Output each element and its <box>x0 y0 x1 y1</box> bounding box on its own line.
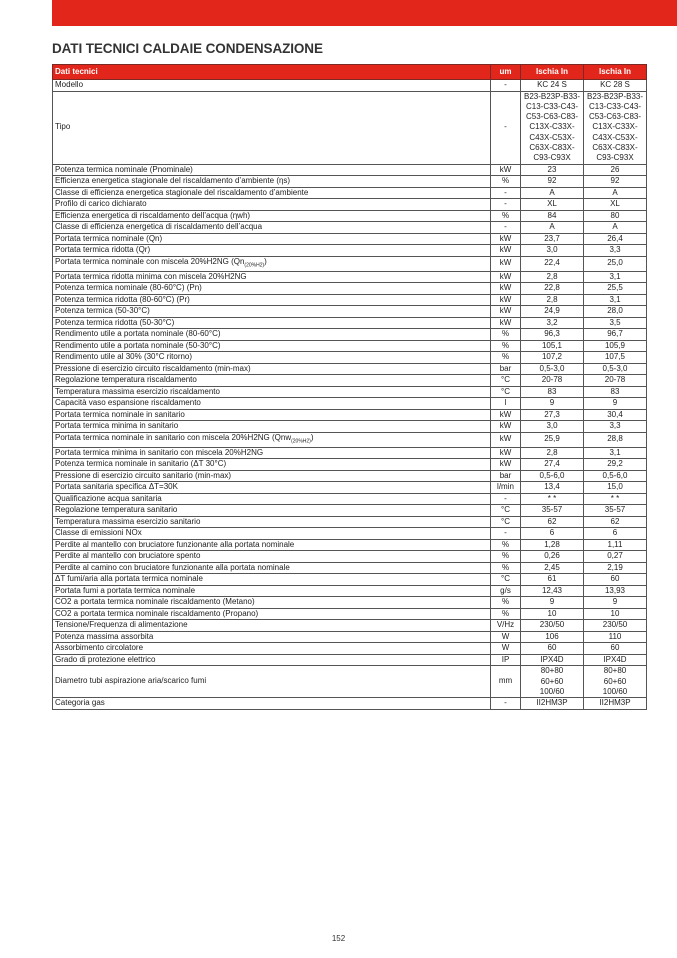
table-row <box>53 306 647 318</box>
row-label-subscript: (20%H2) <box>291 438 311 445</box>
table-row <box>53 551 647 563</box>
table-row <box>53 91 647 164</box>
table-row <box>53 643 647 655</box>
row-label: Regolazione temperatura sanitario <box>53 505 491 517</box>
row-label <box>53 256 491 271</box>
row-value-model-1: 27,3 <box>521 409 584 421</box>
row-label: Perdite al mantello con bruciatore spento <box>53 551 491 563</box>
row-value-model-1: 0,5-3,0 <box>521 363 584 375</box>
row-unit: bar <box>491 363 521 375</box>
row-value-model-1: 80+80 60+60 100/60 <box>521 666 584 698</box>
row-unit: °C <box>491 516 521 528</box>
table-row <box>53 516 647 528</box>
row-value-model-2: XL <box>584 199 647 211</box>
row-unit: % <box>491 551 521 563</box>
row-unit: mm <box>491 666 521 698</box>
table-row <box>53 363 647 375</box>
table-row <box>53 608 647 620</box>
row-unit: - <box>491 698 521 710</box>
row-label: Efficienza energetica stagionale del riscaldamento d’ambiente (ηs) <box>53 176 491 188</box>
table-row <box>53 233 647 245</box>
table-row <box>53 528 647 540</box>
row-value-model-2: KC 28 S <box>584 80 647 92</box>
row-value-model-1: 24,9 <box>521 306 584 318</box>
table-row <box>53 470 647 482</box>
row-label: Potenza termica ridotta (80-60°C) (Pr) <box>53 294 491 306</box>
row-value-model-2: 230/50 <box>584 620 647 632</box>
row-label: Portata termica ridotta minima con miscela 20%H2NG <box>53 271 491 283</box>
row-label: Pressione di esercizio circuito riscaldamento (min-max) <box>53 363 491 375</box>
row-label-subscript: (20%H2) <box>244 262 265 269</box>
row-unit: °C <box>491 386 521 398</box>
row-label: Classe di emissioni NOx <box>53 528 491 540</box>
row-label: Diametro tubi aspirazione aria/scarico fumi <box>53 666 491 698</box>
row-value-model-1: 60 <box>521 643 584 655</box>
row-unit: - <box>491 199 521 211</box>
table-row <box>53 352 647 364</box>
row-value-model-1: 6 <box>521 528 584 540</box>
table-row <box>53 329 647 341</box>
row-unit: kW <box>491 256 521 271</box>
row-value-model-2: 80 <box>584 210 647 222</box>
table-row <box>53 222 647 234</box>
row-value-model-1: 22,4 <box>521 256 584 271</box>
table-row <box>53 698 647 710</box>
table-row <box>53 283 647 295</box>
row-label: Grado di protezione elettrico <box>53 654 491 666</box>
table-row <box>53 493 647 505</box>
row-label: Potenza termica nominale (Pnominale) <box>53 164 491 176</box>
row-unit: - <box>491 80 521 92</box>
row-value-model-2: 1,11 <box>584 539 647 551</box>
row-value-model-1: XL <box>521 199 584 211</box>
row-value-model-1: 61 <box>521 574 584 586</box>
row-unit: l/min <box>491 482 521 494</box>
row-value-model-2: 25,0 <box>584 256 647 271</box>
row-unit: kW <box>491 271 521 283</box>
row-value-model-2: 110 <box>584 631 647 643</box>
row-label: Temperatura massima esercizio sanitario <box>53 516 491 528</box>
row-value-model-2: 3,3 <box>584 245 647 257</box>
row-value-model-1: 2,8 <box>521 447 584 459</box>
row-label-end: ) <box>310 432 314 442</box>
row-label: Efficienza energetica di riscaldamento dell’acqua (ηwh) <box>53 210 491 222</box>
table-row <box>53 654 647 666</box>
row-value-model-2: 28,0 <box>584 306 647 318</box>
row-value-model-2: 2,19 <box>584 562 647 574</box>
table-row <box>53 256 647 271</box>
row-value-model-2: IPX4D <box>584 654 647 666</box>
table-row <box>53 187 647 199</box>
row-value-model-2: 0,5-3,0 <box>584 363 647 375</box>
row-value-model-1: 9 <box>521 597 584 609</box>
row-unit: bar <box>491 470 521 482</box>
row-unit: W <box>491 643 521 655</box>
row-unit: kW <box>491 233 521 245</box>
row-value-model-2: 83 <box>584 386 647 398</box>
row-value-model-2: II2HM3P <box>584 698 647 710</box>
table-row <box>53 585 647 597</box>
table-row <box>53 80 647 92</box>
row-value-model-1: 3,0 <box>521 421 584 433</box>
row-label: Tensione/Frequenza di alimentazione <box>53 620 491 632</box>
row-label: Portata termica minima in sanitario con miscela 20%H2NG <box>53 447 491 459</box>
row-value-model-2: 96,7 <box>584 329 647 341</box>
row-value-model-2: 80+80 60+60 100/60 <box>584 666 647 698</box>
row-value-model-1: KC 24 S <box>521 80 584 92</box>
row-value-model-2: 0,27 <box>584 551 647 563</box>
row-value-model-2: 15,0 <box>584 482 647 494</box>
row-value-model-2: 9 <box>584 398 647 410</box>
row-label: Pressione di esercizio circuito sanitario (min-max) <box>53 470 491 482</box>
row-unit: % <box>491 340 521 352</box>
row-value-model-1: 2,8 <box>521 294 584 306</box>
row-label: Potenza termica nominale (80-60°C) (Pn) <box>53 283 491 295</box>
row-value-model-1: 9 <box>521 398 584 410</box>
row-value-model-1: 3,2 <box>521 317 584 329</box>
row-value-model-1: 27,4 <box>521 459 584 471</box>
row-value-model-2: 9 <box>584 597 647 609</box>
row-value-model-1: 106 <box>521 631 584 643</box>
technical-data-table <box>52 64 647 710</box>
row-value-model-1: 23 <box>521 164 584 176</box>
row-value-model-1: 13,4 <box>521 482 584 494</box>
row-label: Portata sanitaria specifica ΔT=30K <box>53 482 491 494</box>
row-label: Regolazione temperatura riscaldamento <box>53 375 491 387</box>
row-value-model-1: 0,26 <box>521 551 584 563</box>
row-unit: - <box>491 528 521 540</box>
page-number: 152 <box>331 934 346 943</box>
row-value-model-1: 3,0 <box>521 245 584 257</box>
row-unit: % <box>491 210 521 222</box>
row-label: Profilo di carico dichiarato <box>53 199 491 211</box>
row-label <box>53 432 491 447</box>
row-value-model-2: A <box>584 187 647 199</box>
row-value-model-2: 105,9 <box>584 340 647 352</box>
row-label: Modello <box>53 80 491 92</box>
row-label: Categoria gas <box>53 698 491 710</box>
table-row <box>53 386 647 398</box>
row-value-model-1: 92 <box>521 176 584 188</box>
row-value-model-1: 2,45 <box>521 562 584 574</box>
row-value-model-2: 13,93 <box>584 585 647 597</box>
row-label: Portata fumi a portata termica nominale <box>53 585 491 597</box>
row-value-model-1: II2HM3P <box>521 698 584 710</box>
row-value-model-1: 35-57 <box>521 505 584 517</box>
row-value-model-1: 10 <box>521 608 584 620</box>
row-value-model-2: 3,1 <box>584 447 647 459</box>
row-value-model-1: 105,1 <box>521 340 584 352</box>
row-value-model-2: 35-57 <box>584 505 647 517</box>
header-model-1: Ischia In <box>521 65 584 80</box>
row-label: Portata termica ridotta (Qr) <box>53 245 491 257</box>
row-value-model-1: 107,2 <box>521 352 584 364</box>
row-unit: kW <box>491 317 521 329</box>
row-value-model-1: 96,3 <box>521 329 584 341</box>
row-label: Potenza termica (50-30°C) <box>53 306 491 318</box>
table-row <box>53 562 647 574</box>
row-value-model-1: 20-78 <box>521 375 584 387</box>
row-value-model-2: 10 <box>584 608 647 620</box>
row-value-model-2: 20-78 <box>584 375 647 387</box>
row-label-text: Portata termica nominale in sanitario con miscela 20%H2NG (Qnw <box>55 432 292 442</box>
row-value-model-2: 60 <box>584 643 647 655</box>
row-unit: l <box>491 398 521 410</box>
row-unit: W <box>491 631 521 643</box>
row-unit: kW <box>491 459 521 471</box>
row-value-model-1: A <box>521 187 584 199</box>
row-label: ΔT fumi/aria alla portata termica nominale <box>53 574 491 586</box>
row-label: Portata termica minima in sanitario <box>53 421 491 433</box>
table-row <box>53 271 647 283</box>
row-unit: % <box>491 608 521 620</box>
row-unit: V/Hz <box>491 620 521 632</box>
table-row <box>53 164 647 176</box>
row-value-model-2: B23-B23P-B33- C13-C33-C43- C53-C63-C83- C13X-C33X- C43X-C53X- C63X-C83X- C93-C93X <box>584 91 647 164</box>
row-label: Potenza massima assorbita <box>53 631 491 643</box>
row-label: Portata termica nominale (Qn) <box>53 233 491 245</box>
table-row <box>53 375 647 387</box>
row-unit: % <box>491 597 521 609</box>
row-value-model-1: 25,9 <box>521 432 584 447</box>
row-value-model-1: 83 <box>521 386 584 398</box>
row-label: Classe di efficienza energetica di riscaldamento dell’acqua <box>53 222 491 234</box>
row-unit: °C <box>491 574 521 586</box>
row-value-model-2: 28,8 <box>584 432 647 447</box>
table-header-row <box>53 65 647 80</box>
table-row <box>53 447 647 459</box>
row-label: Perdite al mantello con bruciatore funzionante alla portata nominale <box>53 539 491 551</box>
row-value-model-2: A <box>584 222 647 234</box>
table-row <box>53 245 647 257</box>
row-value-model-2: 26,4 <box>584 233 647 245</box>
row-label: Rendimento utile a portata nominale (80-60°C) <box>53 329 491 341</box>
table-body <box>53 80 647 710</box>
table-row <box>53 210 647 222</box>
table-row <box>53 666 647 698</box>
row-value-model-1: 22,8 <box>521 283 584 295</box>
table-row <box>53 597 647 609</box>
table-row <box>53 539 647 551</box>
row-unit: °C <box>491 505 521 517</box>
row-value-model-1: A <box>521 222 584 234</box>
row-label: Tipo <box>53 91 491 164</box>
row-label: Assorbimento circolatore <box>53 643 491 655</box>
row-unit: °C <box>491 375 521 387</box>
row-value-model-2: 3,5 <box>584 317 647 329</box>
row-label: Temperatura massima esercizio riscaldamento <box>53 386 491 398</box>
table-row <box>53 294 647 306</box>
row-unit: - <box>491 222 521 234</box>
table-row <box>53 340 647 352</box>
table-row <box>53 459 647 471</box>
row-label: CO2 a portata termica nominale riscaldamento (Metano) <box>53 597 491 609</box>
row-value-model-1: 23,7 <box>521 233 584 245</box>
header-label: Dati tecnici <box>53 65 491 80</box>
row-value-model-1: 230/50 <box>521 620 584 632</box>
row-label-text: Portata termica nominale con miscela 20%H2NG (Qn <box>55 256 245 266</box>
row-value-model-2: 3,1 <box>584 271 647 283</box>
row-label: Potenza termica ridotta (50-30°C) <box>53 317 491 329</box>
row-value-model-2: 6 <box>584 528 647 540</box>
row-unit: - <box>491 187 521 199</box>
row-unit: kW <box>491 432 521 447</box>
row-value-model-2: 62 <box>584 516 647 528</box>
row-value-model-2: 3,1 <box>584 294 647 306</box>
row-label: Potenza termica nominale in sanitario (ΔT 30°C) <box>53 459 491 471</box>
row-unit: % <box>491 176 521 188</box>
row-value-model-1: IPX4D <box>521 654 584 666</box>
row-label: Rendimento utile a portata nominale (50-30°C) <box>53 340 491 352</box>
row-value-model-1: 2,8 <box>521 271 584 283</box>
row-unit: kW <box>491 164 521 176</box>
row-unit: kW <box>491 283 521 295</box>
row-value-model-2: 0,5-6,0 <box>584 470 647 482</box>
row-value-model-2: 25,5 <box>584 283 647 295</box>
row-value-model-1: * * <box>521 493 584 505</box>
row-value-model-1: 0,5-6,0 <box>521 470 584 482</box>
row-value-model-2: 26 <box>584 164 647 176</box>
row-value-model-2: 60 <box>584 574 647 586</box>
row-value-model-2: 107,5 <box>584 352 647 364</box>
row-unit: kW <box>491 306 521 318</box>
row-value-model-1: 12,43 <box>521 585 584 597</box>
row-unit: % <box>491 539 521 551</box>
table-row <box>53 631 647 643</box>
row-value-model-2: 29,2 <box>584 459 647 471</box>
table-row <box>53 317 647 329</box>
row-value-model-2: 3,3 <box>584 421 647 433</box>
row-value-model-2: 30,4 <box>584 409 647 421</box>
row-label: Capacità vaso espansione riscaldamento <box>53 398 491 410</box>
header-um: um <box>491 65 521 80</box>
top-red-band <box>52 0 677 26</box>
row-unit: g/s <box>491 585 521 597</box>
table-row <box>53 398 647 410</box>
row-unit: IP <box>491 654 521 666</box>
row-unit: kW <box>491 409 521 421</box>
row-unit: - <box>491 91 521 164</box>
row-value-model-2: * * <box>584 493 647 505</box>
row-unit: kW <box>491 421 521 433</box>
row-value-model-1: B23-B23P-B33- C13-C33-C43- C53-C63-C83- C13X-C33X- C43X-C53X- C63X-C83X- C93-C93X <box>521 91 584 164</box>
row-label: Rendimento utile al 30% (30°C ritorno) <box>53 352 491 364</box>
row-unit: kW <box>491 294 521 306</box>
row-unit: kW <box>491 245 521 257</box>
table-row <box>53 199 647 211</box>
row-unit: % <box>491 352 521 364</box>
row-label-end: ) <box>264 256 267 266</box>
row-unit: % <box>491 562 521 574</box>
row-value-model-1: 84 <box>521 210 584 222</box>
row-unit: - <box>491 493 521 505</box>
table-row <box>53 574 647 586</box>
table-row <box>53 409 647 421</box>
header-model-2: Ischia In <box>584 65 647 80</box>
table-row <box>53 505 647 517</box>
row-label: Perdite al camino con bruciatore funzionante alla portata nominale <box>53 562 491 574</box>
row-value-model-2: 92 <box>584 176 647 188</box>
row-value-model-1: 1,28 <box>521 539 584 551</box>
row-label: Classe di efficienza energetica stagionale del riscaldamento d’ambiente <box>53 187 491 199</box>
row-value-model-1: 62 <box>521 516 584 528</box>
table-row <box>53 620 647 632</box>
table-row <box>53 421 647 433</box>
row-label: CO2 a portata termica nominale riscaldamento (Propano) <box>53 608 491 620</box>
table-row <box>53 432 647 447</box>
page-title: DATI TECNICI CALDAIE CONDENSAZIONE <box>52 41 323 56</box>
row-label: Portata termica nominale in sanitario <box>53 409 491 421</box>
row-label: Qualificazione acqua sanitaria <box>53 493 491 505</box>
table-row <box>53 176 647 188</box>
table-row <box>53 482 647 494</box>
row-unit: % <box>491 329 521 341</box>
row-unit: kW <box>491 447 521 459</box>
